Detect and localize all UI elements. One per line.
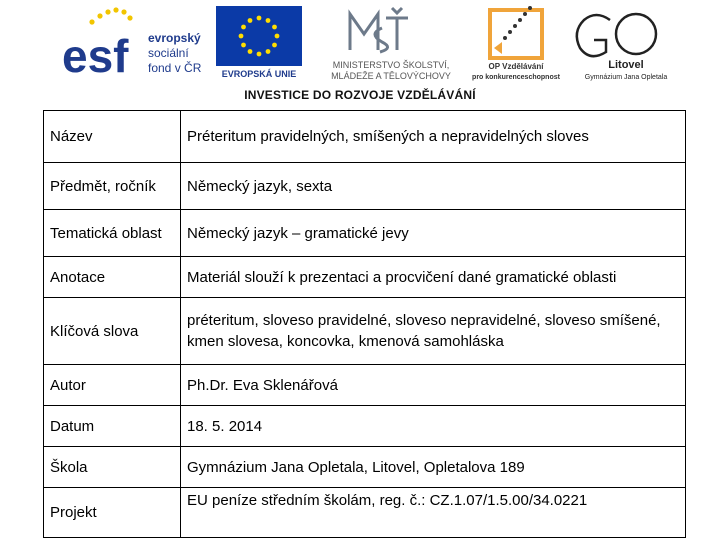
- row-key: Škola: [44, 447, 181, 488]
- logo-header: [0, 0, 720, 112]
- row-key: Projekt: [44, 488, 181, 538]
- eu-label: EVROPSKÁ UNIE: [221, 69, 297, 79]
- table-row: [44, 163, 686, 210]
- table-row: [44, 210, 686, 257]
- row-value: Německý jazyk – gramatické jevy: [181, 210, 686, 257]
- row-value: Gymnázium Jana Opletala, Litovel, Opletalova 189: [181, 447, 686, 488]
- table-row: [44, 365, 686, 406]
- go-monogram: [577, 14, 656, 56]
- row-value: Ph.Dr. Eva Sklenářová: [181, 365, 686, 406]
- op-line2: pro konkurenceschopnost: [472, 74, 560, 81]
- row-value: préteritum, sloveso pravidelné, sloveso nepravidelné, sloveso smíšené, kmen slovesa, koncovka, kmenová samohláska: [181, 298, 686, 365]
- row-value: 18. 5. 2014: [181, 406, 686, 447]
- row-value: Německý jazyk, sexta: [181, 163, 686, 210]
- row-value: Préteritum pravidelných, smíšených a nepravidelných sloves: [181, 111, 686, 163]
- row-key: Klíčová slova: [44, 298, 181, 365]
- esf-line1: evropský: [148, 31, 201, 45]
- school-name: Litovel: [608, 59, 644, 71]
- school-subtitle: Gymnázium Jana Opletala: [584, 74, 668, 81]
- msmt-emblem: [350, 8, 408, 52]
- info-table: [43, 110, 686, 538]
- op-vzdelavani-logo: [470, 4, 562, 82]
- eu-flag: [216, 6, 302, 66]
- esf-line2: sociální: [148, 46, 189, 60]
- op-line1: OP Vzdělávání: [488, 62, 544, 71]
- table-row: [44, 257, 686, 298]
- row-key: Datum: [44, 406, 181, 447]
- msmt-line2: MLÁDEŽE A TĚLOVÝCHOVY: [331, 71, 451, 81]
- table-row: [44, 298, 686, 365]
- row-key: Anotace: [44, 257, 181, 298]
- msmt-line1: MINISTERSTVO ŠKOLSTVÍ,: [332, 60, 450, 70]
- investice-banner: INVESTICE DO ROZVOJE VZDĚLÁVÁNÍ: [244, 88, 476, 102]
- row-value: EU peníze středním školám, reg. č.: CZ.1.07/1.5.00/34.0221: [181, 488, 686, 538]
- esf-abbr: esf: [62, 30, 129, 80]
- row-key: Autor: [44, 365, 181, 406]
- gymnazium-logo: [566, 6, 686, 82]
- table-row: [44, 111, 686, 163]
- row-key: Název: [44, 111, 181, 163]
- table-row: [44, 406, 686, 447]
- table-row: [44, 447, 686, 488]
- esf-line3: fond v ČR: [148, 61, 202, 75]
- row-key: Tematická oblast: [44, 210, 181, 257]
- table-row: [44, 488, 686, 538]
- row-value: Materiál slouží k prezentaci a procvičení dané gramatické oblasti: [181, 257, 686, 298]
- eu-flag-logo: [214, 6, 304, 80]
- row-key: Předmět, ročník: [44, 163, 181, 210]
- esf-logo: [60, 6, 208, 80]
- msmt-logo: [308, 4, 474, 82]
